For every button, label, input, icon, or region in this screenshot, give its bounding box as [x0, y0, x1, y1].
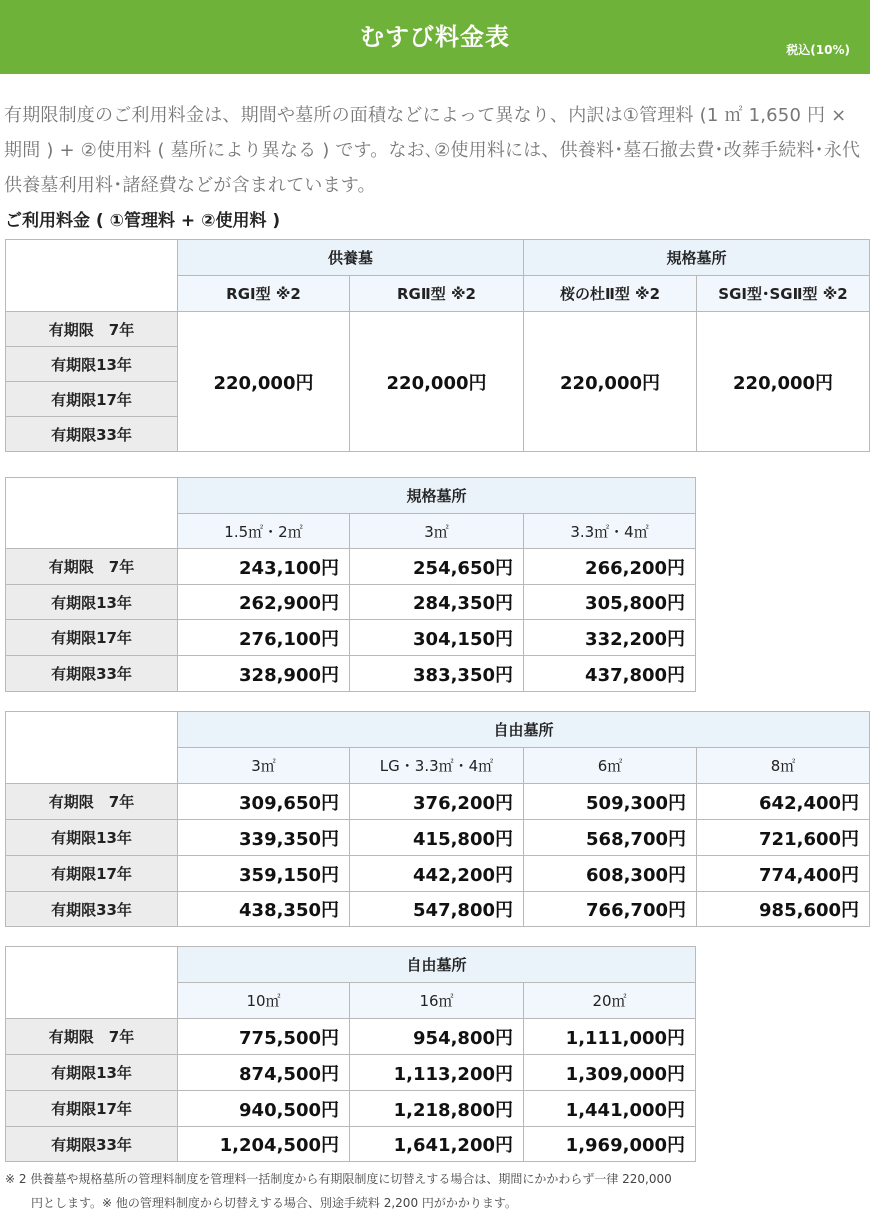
price-cell: 721,600円 — [697, 820, 870, 856]
price-cell: 954,800円 — [350, 1019, 524, 1055]
column-header: RGⅡ型 ※2 — [350, 276, 524, 312]
price-cell: 874,500円 — [178, 1055, 350, 1091]
page-title: むすび料金表 — [360, 23, 510, 51]
column-header: 8㎡ — [697, 748, 870, 784]
price-cell: 1,969,000円 — [524, 1127, 696, 1162]
group-header: 規格墓所 — [178, 478, 696, 514]
footnote-line-1: ※ 2 供養墓や規格墓所の管理料制度を管理料一括制度から有期限制度に切替えする場合は、期間にかかわらず一律 220,000 — [5, 1172, 672, 1186]
price-cell: 339,350円 — [178, 820, 350, 856]
price-cell: 1,111,000円 — [524, 1019, 696, 1055]
price-cell: 642,400円 — [697, 784, 870, 820]
price-cell: 766,700円 — [524, 892, 697, 927]
row-label: 有期限13年 — [6, 1055, 178, 1091]
row-label: 有期限13年 — [6, 820, 178, 856]
price-cell: 376,200円 — [350, 784, 524, 820]
price-table-kikaku — [5, 477, 696, 692]
price-cell: 940,500円 — [178, 1091, 350, 1127]
price-cell: 438,350円 — [178, 892, 350, 927]
group-header: 供養墓 — [178, 240, 524, 276]
price-cell: 415,800円 — [350, 820, 524, 856]
table-corner — [6, 240, 178, 312]
row-label: 有期限17年 — [6, 856, 178, 892]
column-header: 3㎡ — [178, 748, 350, 784]
footnote — [5, 1167, 865, 1215]
row-label: 有期限13年 — [6, 347, 178, 382]
price-cell: 775,500円 — [178, 1019, 350, 1055]
column-header: 3.3㎡・4㎡ — [524, 514, 696, 549]
price-cell: 437,800円 — [524, 656, 696, 692]
price-cell: 243,100円 — [178, 549, 350, 585]
row-label: 有期限33年 — [6, 656, 178, 692]
price-cell: 266,200円 — [524, 549, 696, 585]
row-label: 有期限17年 — [6, 1091, 178, 1127]
column-header: LG・3.3㎡・4㎡ — [350, 748, 524, 784]
intro-text: 有期限制度のご利用料金は、期間や墓所の面積などによって異なり、内訳は①管理料 (1 ㎡ 1,650 円 × 期間 ) + ②使用料 ( 墓所により異なる ) です。なお､②使用料には、供養料･墓石撤去費･改葬手続料･永代供養墓利用料･諸経費などが含まれています。 — [4, 105, 861, 196]
price-cell: 254,650円 — [350, 549, 524, 585]
price-cell: 220,000円 — [178, 312, 350, 452]
group-header: 自由墓所 — [178, 947, 696, 983]
row-label: 有期限33年 — [6, 417, 178, 452]
column-header: 10㎡ — [178, 983, 350, 1019]
price-cell: 304,150円 — [350, 620, 524, 656]
price-cell: 328,900円 — [178, 656, 350, 692]
column-header: SGⅠ型･SGⅡ型 ※2 — [697, 276, 870, 312]
price-cell: 332,200円 — [524, 620, 696, 656]
price-cell: 547,800円 — [350, 892, 524, 927]
price-table-jiyu-large — [5, 946, 696, 1162]
column-header: RGⅠ型 ※2 — [178, 276, 350, 312]
table-corner — [6, 712, 178, 784]
tax-label: 税込(10%) — [786, 43, 850, 57]
row-label: 有期限 7年 — [6, 1019, 178, 1055]
table-corner — [6, 947, 178, 1019]
price-cell: 509,300円 — [524, 784, 697, 820]
price-table-kuyo-kikaku — [5, 239, 870, 452]
price-table-jiyu-small — [5, 711, 870, 927]
row-label: 有期限13年 — [6, 585, 178, 620]
price-cell: 305,800円 — [524, 585, 696, 620]
price-cell: 276,100円 — [178, 620, 350, 656]
row-label: 有期限17年 — [6, 382, 178, 417]
column-header: 桜の杜Ⅱ型 ※2 — [524, 276, 697, 312]
price-cell: 220,000円 — [350, 312, 524, 452]
row-label: 有期限33年 — [6, 892, 178, 927]
column-header: 3㎡ — [350, 514, 524, 549]
column-header: 6㎡ — [524, 748, 697, 784]
price-cell: 1,218,800円 — [350, 1091, 524, 1127]
price-cell: 1,113,200円 — [350, 1055, 524, 1091]
price-cell: 1,641,200円 — [350, 1127, 524, 1162]
group-header: 自由墓所 — [178, 712, 870, 748]
footnote-line-2: 円とします。※ 他の管理料制度から切替えする場合、別途手続料 2,200 円がかかります。 — [31, 1196, 517, 1210]
price-cell: 220,000円 — [524, 312, 697, 452]
column-header: 1.5㎡・2㎡ — [178, 514, 350, 549]
price-cell: 262,900円 — [178, 585, 350, 620]
row-label: 有期限 7年 — [6, 784, 178, 820]
price-cell: 1,204,500円 — [178, 1127, 350, 1162]
price-cell: 568,700円 — [524, 820, 697, 856]
row-label: 有期限 7年 — [6, 312, 178, 347]
price-cell: 1,309,000円 — [524, 1055, 696, 1091]
price-cell: 220,000円 — [697, 312, 870, 452]
price-cell: 284,350円 — [350, 585, 524, 620]
price-cell: 608,300円 — [524, 856, 697, 892]
price-cell: 1,441,000円 — [524, 1091, 696, 1127]
price-subtitle: ご利用料金 ( ①管理料 + ②使用料 ) — [5, 211, 281, 231]
price-cell: 985,600円 — [697, 892, 870, 927]
price-cell: 442,200円 — [350, 856, 524, 892]
page-header — [0, 0, 870, 74]
row-label: 有期限 7年 — [6, 549, 178, 585]
price-cell: 774,400円 — [697, 856, 870, 892]
column-header: 16㎡ — [350, 983, 524, 1019]
row-label: 有期限17年 — [6, 620, 178, 656]
price-cell: 309,650円 — [178, 784, 350, 820]
price-cell: 359,150円 — [178, 856, 350, 892]
column-header: 20㎡ — [524, 983, 696, 1019]
table-corner — [6, 478, 178, 549]
price-cell: 383,350円 — [350, 656, 524, 692]
row-label: 有期限33年 — [6, 1127, 178, 1162]
group-header: 規格墓所 — [524, 240, 870, 276]
